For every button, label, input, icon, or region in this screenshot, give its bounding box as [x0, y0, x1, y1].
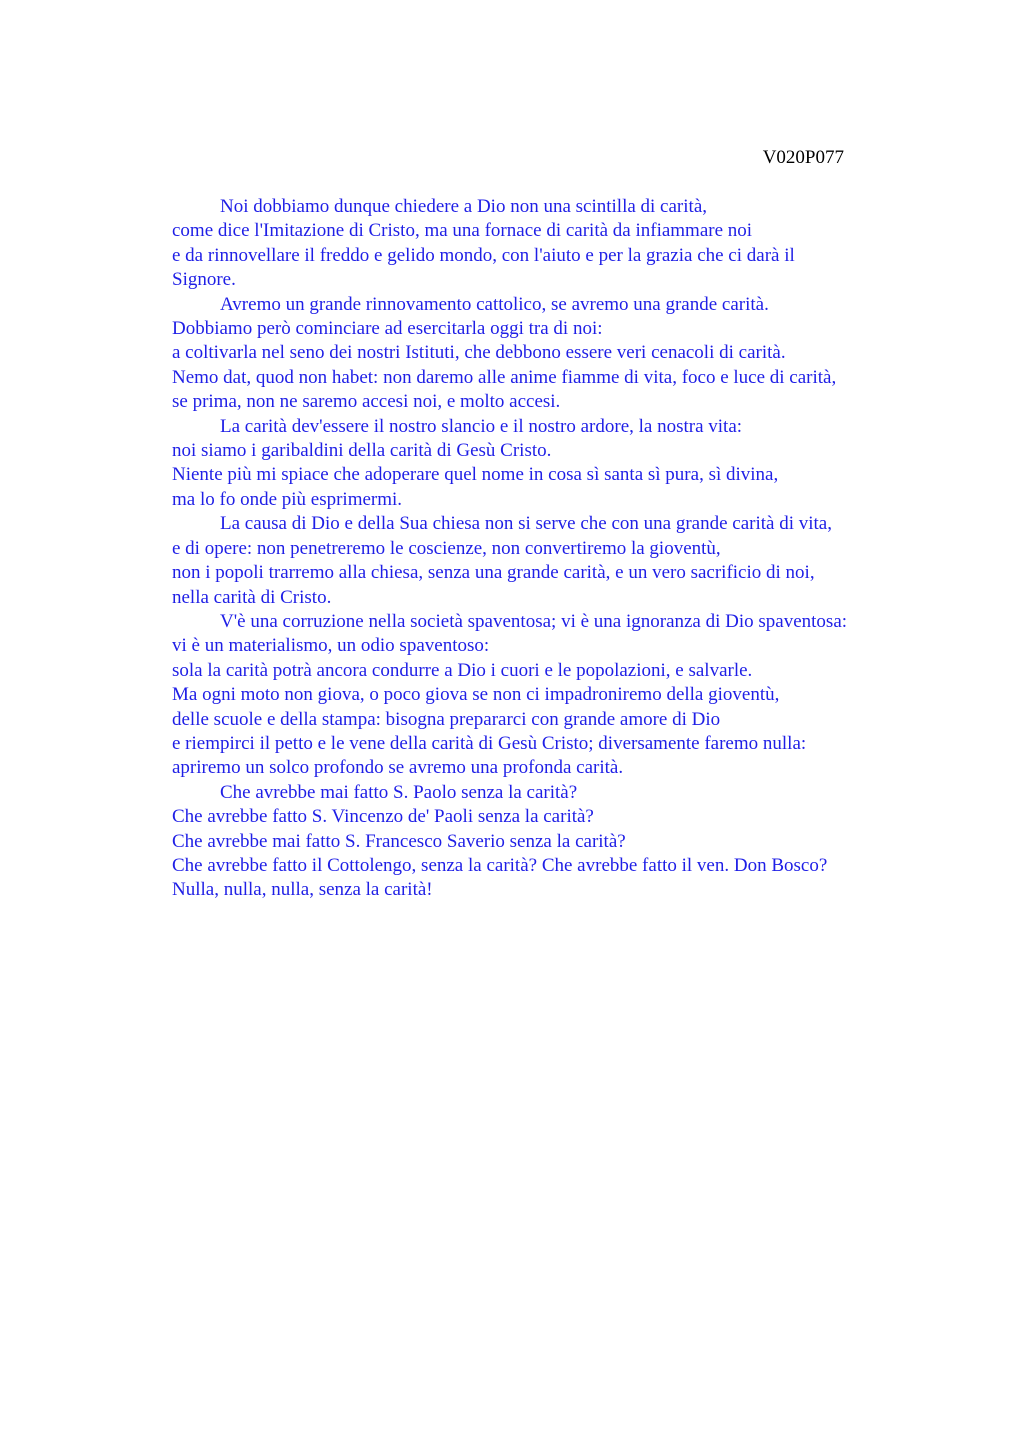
- text-line: V'è una corruzione nella società spaventosa; vi è una ignoranza di Dio spaventosa:: [220, 610, 848, 632]
- page-code: V020P077: [762, 147, 844, 168]
- text-line: Ma ogni moto non giova, o poco giova se non ci impadroniremo della gioventù,: [172, 684, 780, 706]
- text-line: e da rinnovellare il freddo e gelido mondo, con l'aiuto e per la grazia che ci darà il: [172, 244, 795, 266]
- text-line: Signore.: [172, 269, 236, 291]
- text-line: Che avrebbe mai fatto S. Francesco Saverio senza la carità?: [172, 830, 626, 852]
- text-line: delle scuole e della stampa: bisogna prepararci con grande amore di Dio: [172, 708, 721, 730]
- text-line: Che avrebbe fatto il Cottolengo, senza la carità? Che avrebbe fatto il ven. Don Bosco?: [172, 854, 828, 876]
- text-line: non i popoli trarremo alla chiesa, senza una grande carità, e un vero sacrificio di noi,: [172, 562, 815, 584]
- text-line: apriremo un solco profondo se avremo una profonda carità.: [172, 757, 624, 779]
- text-line: La causa di Dio e della Sua chiesa non si serve che con una grande carità di vita,: [220, 513, 832, 535]
- text-line: vi è un materialismo, un odio spaventoso:: [172, 635, 490, 657]
- text-line: Che avrebbe mai fatto S. Paolo senza la carità?: [220, 781, 578, 803]
- text-line: noi siamo i garibaldini della carità di Gesù Cristo.: [172, 440, 552, 462]
- text-line: come dice l'Imitazione di Cristo, ma una fornace di carità da infiammare noi: [172, 220, 753, 242]
- text-line: nella carità di Cristo.: [172, 586, 332, 608]
- text-line: Che avrebbe fatto S. Vincenzo de' Paoli senza la carità?: [172, 806, 594, 828]
- text-line: Avremo un grande rinnovamento cattolico, se avremo una grande carità.: [220, 293, 769, 315]
- text-line: e riempirci il petto e le vene della carità di Gesù Cristo; diversamente faremo nulla:: [172, 732, 807, 754]
- body-text: [172, 195, 932, 903]
- text-line: Niente più mi spiace che adoperare quel nome in cosa sì santa sì pura, sì divina,: [172, 464, 779, 486]
- text-line: Nulla, nulla, nulla, senza la carità!: [172, 879, 433, 901]
- text-line: e di opere: non penetreremo le coscienze, non convertiremo la gioventù,: [172, 537, 721, 559]
- text-line: La carità dev'essere il nostro slancio e il nostro ardore, la nostra vita:: [220, 415, 743, 437]
- text-line: Nemo dat, quod non habet: non daremo alle anime fiamme di vita, foco e luce di carità,: [172, 366, 837, 388]
- text-line: ma lo fo onde più esprimermi.: [172, 488, 403, 510]
- text-line: a coltivarla nel seno dei nostri Istituti, che debbono essere veri cenacoli di carità.: [172, 342, 786, 364]
- text-line: se prima, non ne saremo accesi noi, e molto accesi.: [172, 391, 561, 413]
- text-line: Noi dobbiamo dunque chiedere a Dio non una scintilla di carità,: [220, 196, 707, 217]
- text-line: Dobbiamo però cominciare ad esercitarla oggi tra di noi:: [172, 318, 603, 340]
- text-line: sola la carità potrà ancora condurre a Dio i cuori e le popolazioni, e salvarle.: [172, 659, 753, 681]
